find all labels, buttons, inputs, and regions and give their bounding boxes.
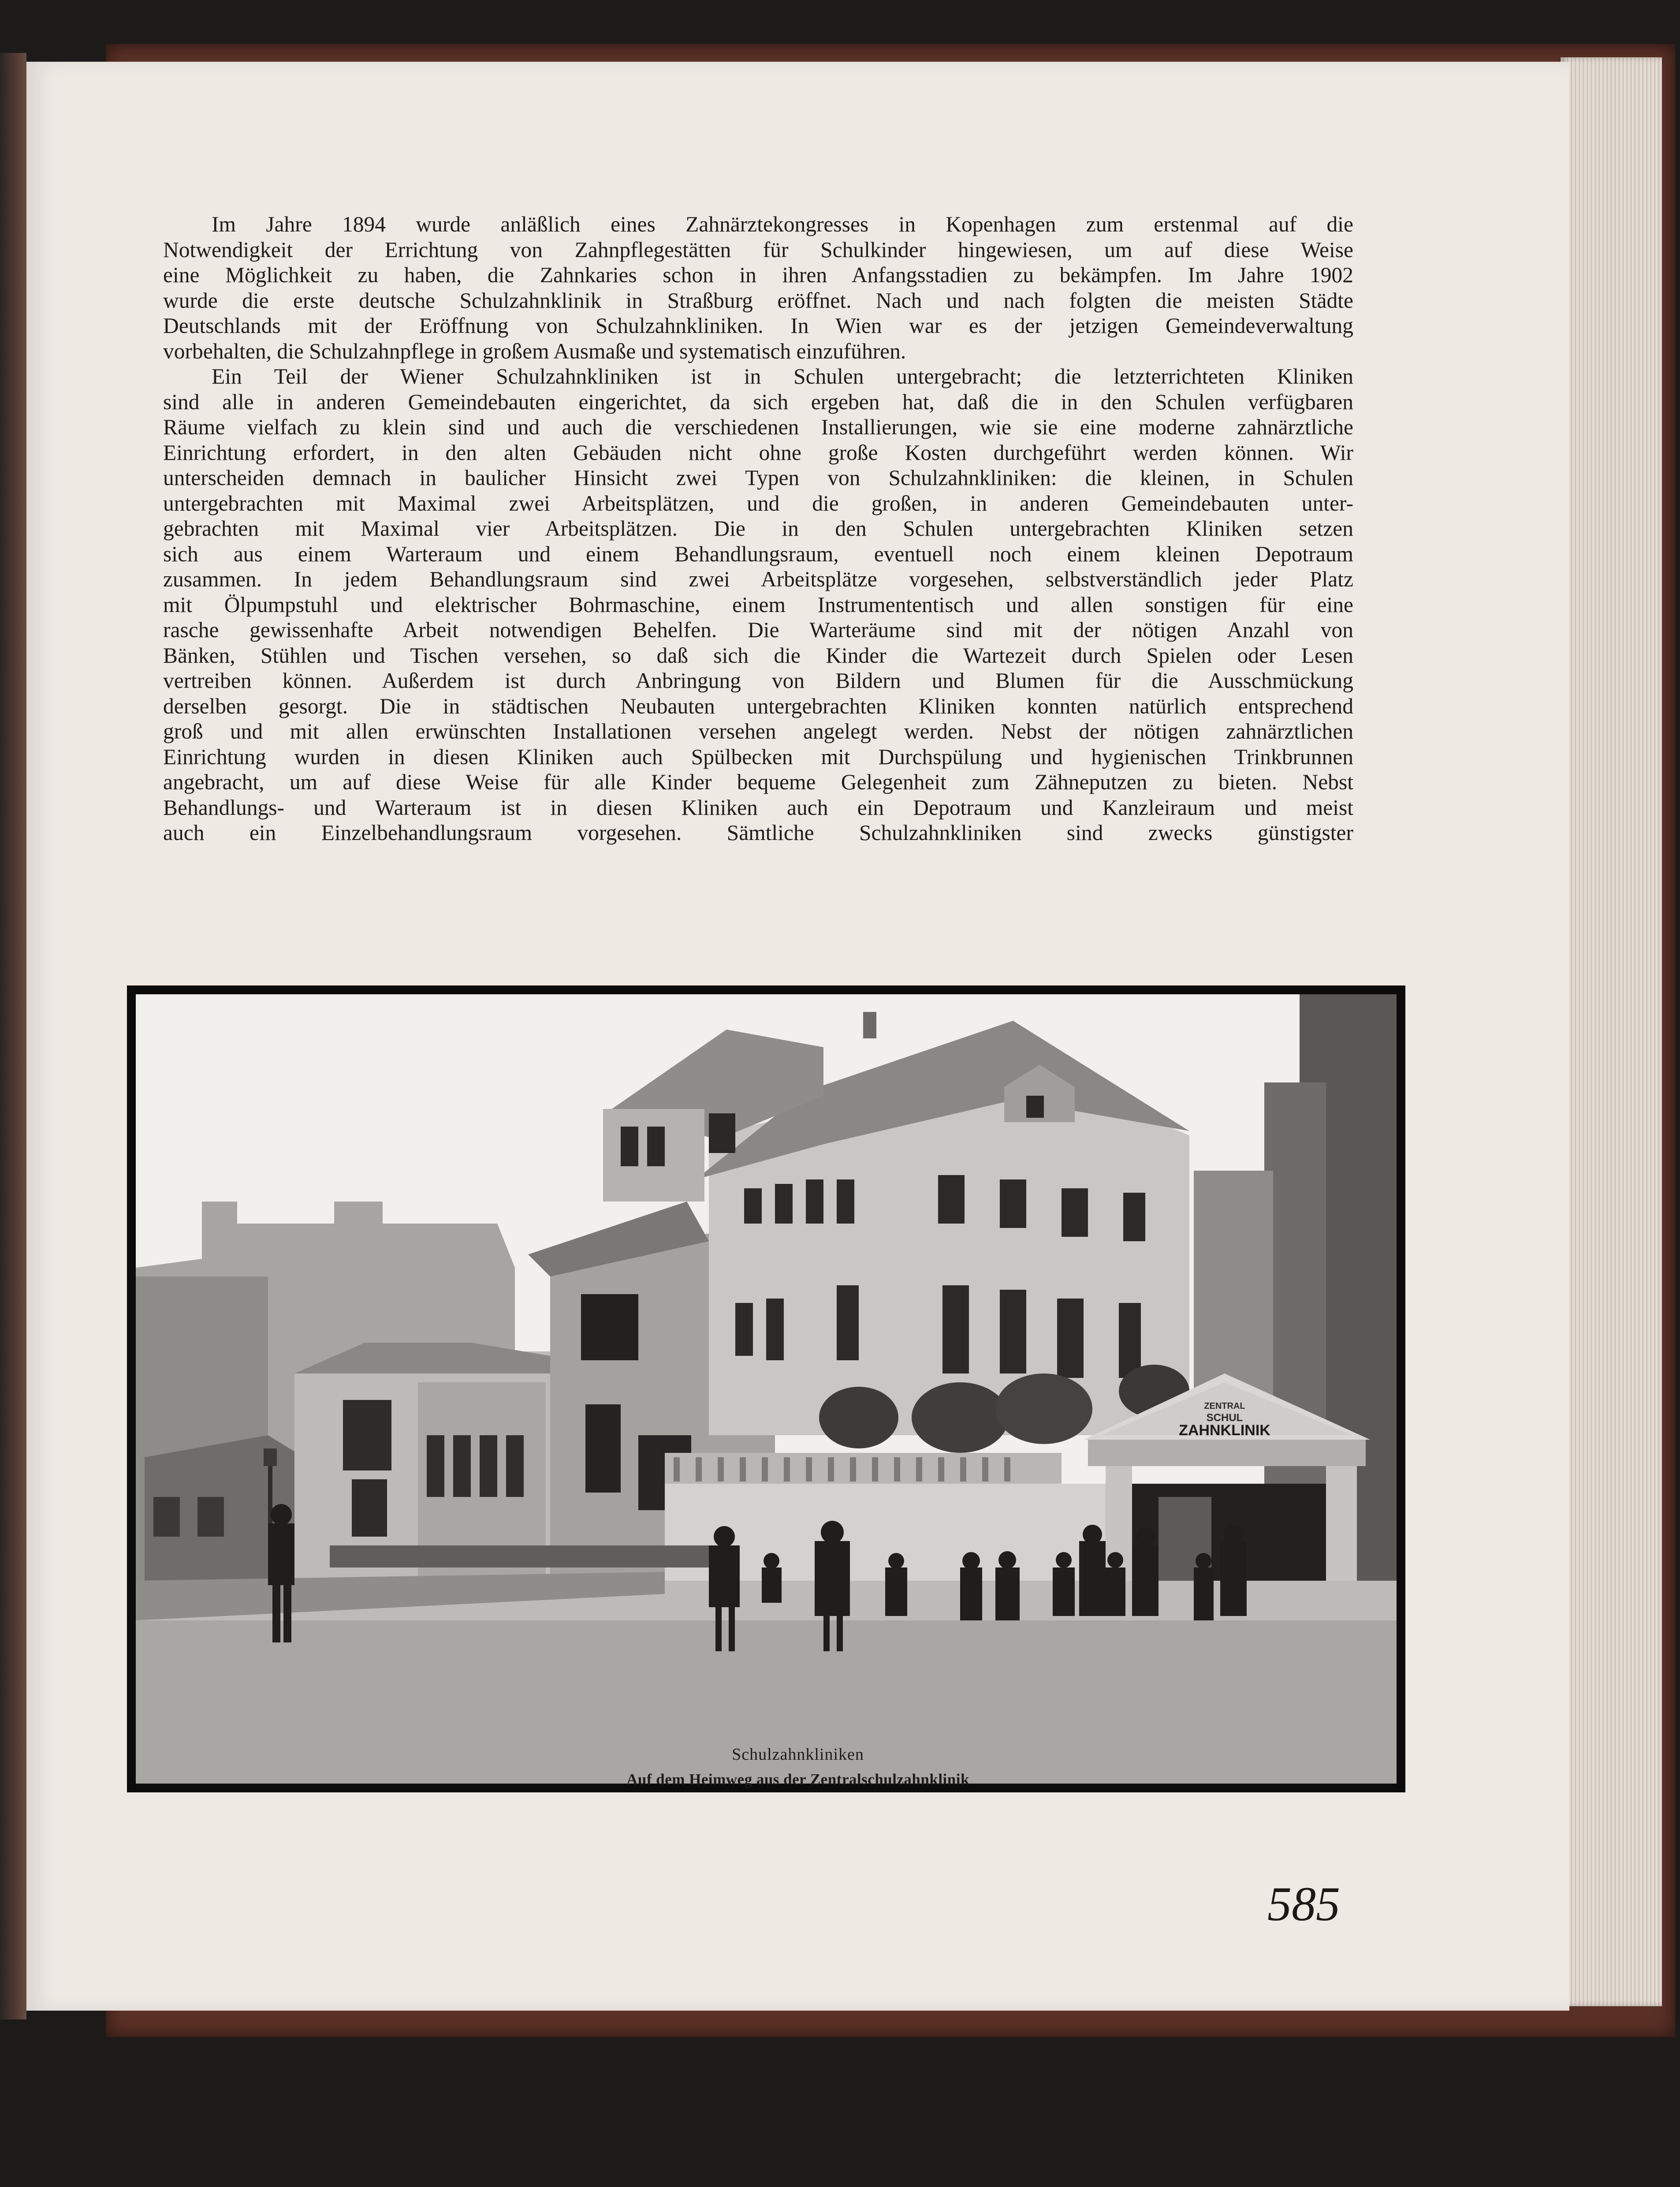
text-line: wurde die erste deutsche Schulzahnklinik in Straßburg eröffnet. Nach und nach folgten die meisten Städte (163, 288, 1353, 313)
text-line: Einrichtung wurden in diesen Kliniken auch Spülbecken mit Durchspülung und hygienischen Trinkbrunnen (163, 744, 1353, 769)
text-line: mit Ölpumpstuhl und elektrischer Bohrmaschine, einem Instrumententisch und allen sonstigen für eine (163, 592, 1353, 617)
text-line: rasche gewissenhafte Arbeit notwendigen Behelfen. Die Warteräume sind mit der nötigen Anzahl von (163, 618, 1353, 642)
sign-line-3: ZAHNKLINIK (1179, 1422, 1270, 1439)
text-line: derselben gesorgt. Die in städtischen Neubauten untergebrachten Kliniken konnten natürlich entsprechend (163, 694, 1353, 718)
text-line: groß und mit allen erwünschten Installationen versehen angelegt werden. Nebst der nötigen zahnärztlichen (163, 719, 1353, 743)
text-line: Behandlungs- und Warteraum ist in diesen Kliniken auch ein Depotraum und Kanzleiraum und meist (163, 795, 1353, 820)
book-page (26, 62, 1569, 2011)
photograph-image (136, 994, 1397, 1784)
text-line: vertreiben können. Außerdem ist durch Anbringung von Bildern und Blumen für die Ausschmückung (163, 668, 1353, 693)
photograph-clinic (127, 985, 1405, 1792)
body-text (163, 212, 1353, 988)
text-line: unterscheiden demnach in baulicher Hinsicht zwei Typen von Schulzahnkliniken: die kleinen, in Schulen (163, 466, 1353, 490)
text-line: Bänken, Stühlen und Tischen versehen, so daß sich die Kinder die Wartezeit durch Spielen oder Lesen (163, 643, 1353, 668)
caption-title: Schulzahnkliniken (732, 1745, 864, 1764)
text-line: Notwendigkeit der Errichtung von Zahnpflegestätten für Schulkinder hingewiesen, um auf diese Weise (163, 237, 1353, 262)
clinic-scene-illustration (136, 994, 1397, 1784)
text-line: Einrichtung erfordert, in den alten Gebäuden nicht ohne große Kosten durchgeführt werden können. Wir (163, 440, 1353, 465)
paragraph-1 (163, 212, 1353, 364)
paragraph-2 (163, 364, 1353, 846)
caption-subtitle: Auf dem Heimweg aus der Zentralschulzahnklinik (626, 1771, 969, 1788)
book-spine-shadow (0, 53, 26, 2019)
text-line: Ein Teil der Wiener Schulzahnkliniken ist in Schulen untergebracht; die letzterrichteten Kliniken (212, 364, 1353, 388)
text-line: Räume vielfach zu klein sind und auch die verschiedenen Installierungen, wie sie eine moderne zahnärztliche (163, 415, 1353, 439)
text-line: sind alle in anderen Gemeindebauten eingerichtet, da sich ergeben hat, daß die in den Schulen verfügbaren (163, 389, 1353, 414)
text-line: sich aus einem Warteraum und einem Behandlungsraum, eventuell noch einem kleinen Depotraum (163, 541, 1353, 566)
page-number: 585 (1267, 1877, 1340, 1931)
text-line: auch ein Einzelbehandlungsraum vorgesehen. Sämtliche Schulzahnkliniken sind zwecks günstigster (163, 821, 1353, 845)
sign-line-2: SCHUL (1206, 1412, 1243, 1424)
text-line: Deutschlands mit der Eröffnung von Schulzahnkliniken. In Wien war es der jetzigen Gemeindeverwaltung (163, 313, 1353, 338)
text-line: untergebrachten mit Maximal zwei Arbeitsplätzen, und die großen, in anderen Gemeindebauten unter- (163, 491, 1353, 515)
text-line: Im Jahre 1894 wurde anläßlich eines Zahnärztekongresses in Kopenhagen zum erstenmal auf die (212, 212, 1353, 236)
text-line: eine Möglichkeit zu haben, die Zahnkaries schon in ihren Anfangsstadien zu bekämpfen. Im Jahre 1902 (163, 263, 1353, 287)
text-line: gebrachten mit Maximal vier Arbeitsplätzen. Die in den Schulen untergebrachten Kliniken setzen (163, 516, 1353, 541)
text-line: zusammen. In jedem Behandlungsraum sind zwei Arbeitsplätze vorgesehen, selbstverständlich jeder Platz (163, 567, 1353, 591)
text-line: vorbehalten, die Schulzahnpflege in großem Ausmaße und systematisch einzuführen. (163, 339, 906, 363)
sign-line-1: ZENTRAL (1204, 1401, 1245, 1411)
page-edges (1561, 57, 1662, 2006)
text-line: angebracht, um auf diese Weise für alle Kinder bequeme Gelegenheit zum Zähneputzen zu bieten. Nebst (163, 770, 1353, 794)
